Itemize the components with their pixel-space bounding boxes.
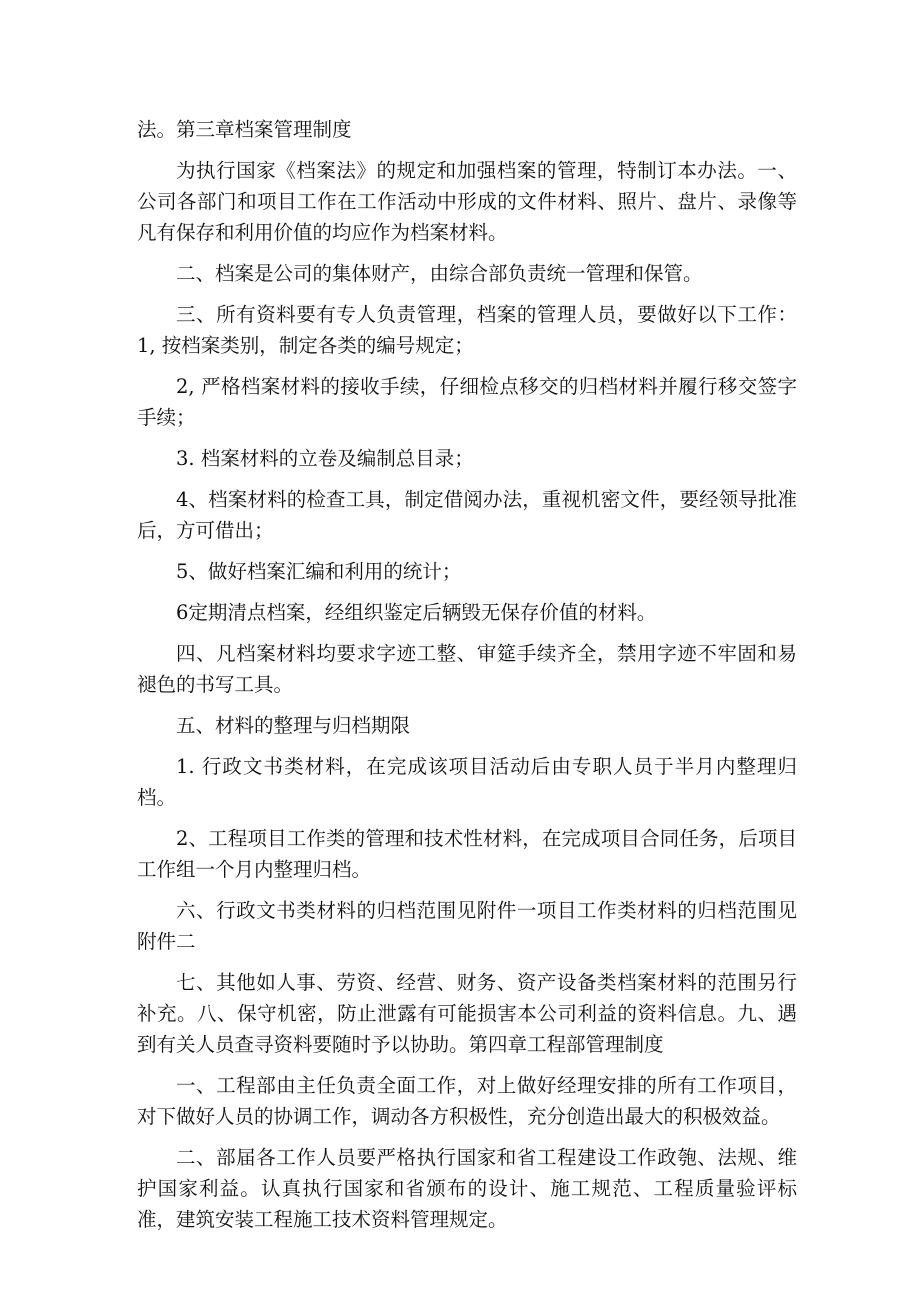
document-body (137, 114, 797, 1245)
paragraph: 一、工程部由主任负责全面工作，对上做好经理安排的所有工作项目，对下做好人员的协调工作，调动各方积极性，充分创造出最大的积极效益。 (137, 1074, 797, 1128)
paragraph: 二、部届各工作人员要严格执行国家和省工程建设工作政匏、法规、维护国家利益。认真执行国家和省颁布的设计、施工规范、工程质量验评标准，建筑安装工程施工技术资料管理规定。 (137, 1146, 797, 1231)
paragraph: 七、其他如人事、劳资、经营、财务、资产设备类档案材料的范围另行补充。八、保守机密，防止泄露有可能损害本公司利益的资料信息。九、遇到有关人员查寻资料要随时予以协助。第四章工程部管理制度 (137, 971, 797, 1056)
paragraph: 二、档案是公司的集体财产，由综合部负责统一管理和保管。 (176, 262, 703, 285)
paragraph: 六、行政文书类材料的归档范围见附件一项目工作类材料的归档范围见附件二 (137, 899, 797, 953)
paragraph: 为执行国家《档案法》的规定和加强档案的管理，特制订本办法。一、公司各部门和项目工作在工作活动中形成的文件材料、照片、盘片、录像等凡有保存和利用价值的均应作为档案材料。 (137, 159, 797, 244)
paragraph: 法。第三章档案管理制度 (137, 118, 352, 141)
paragraph: 5、做好档案汇编和利用的统计； (176, 560, 462, 583)
paragraph: 3. 档案材料的立卷及编制总目录； (176, 447, 474, 470)
paragraph: 1. 行政文书类材料，在完成该项目活动后由专职人员于半月内整理归档。 (137, 755, 797, 809)
paragraph: 2, 严格档案材料的接收手续，仔细检点移交的归档材料并履行移交签字手续； (137, 375, 797, 429)
paragraph: 2、工程项目工作类的管理和技术性材料，在完成项目合同任务，后项目工作组一个月内整理归档。 (137, 827, 797, 881)
paragraph: 四、凡档案材料均要求字迹工整、审筵手续齐全，禁用字迹不牢固和易褪色的书写工具。 (137, 642, 797, 696)
paragraph: 三、所有资料要有专人负责管理，档案的管理人员，要做好以下工作：1, 按档案类别，制定各类的编号规定； (137, 303, 797, 357)
paragraph: 五、材料的整理与归档期限 (176, 714, 411, 737)
paragraph: 4、档案材料的检查工具，制定借阅办法，重视机密文件，要经领导批准后，方可借出； (137, 488, 797, 542)
paragraph: 6定期清点档案，经组织鉴定后辆毁无保存价值的材料。 (176, 601, 657, 624)
